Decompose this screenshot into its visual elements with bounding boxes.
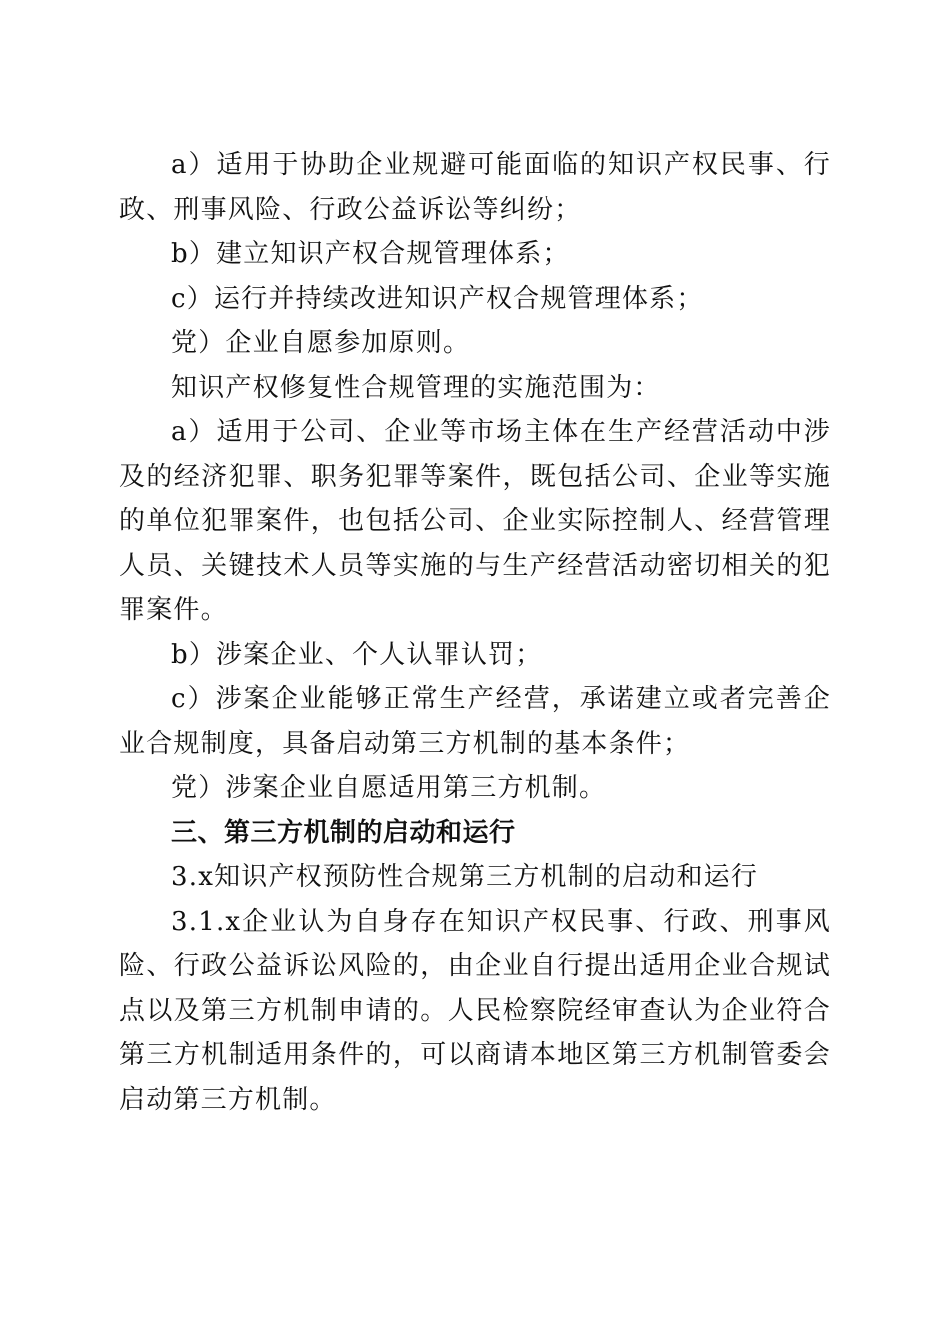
paragraph-remedial-scope-intro: 知识产权修复性合规管理的实施范围为： [171, 372, 661, 403]
paragraph-remedial-a: a）适用于公司、企业等市场主体在生产经营活动中涉及的经济犯罪、职务犯罪等案件，既包括公司、企业等实施的单位犯罪案件，也包括公司、企业实际控制人、经营管理人员、关键技术人员等实施的与生产经营活动密切相关的犯罪案件。 [119, 417, 831, 625]
paragraph-remedial-b: b）涉案企业、个人认罪认罚； [171, 639, 543, 670]
paragraph-scope-b: b）建立知识产权合规管理体系； [171, 239, 570, 269]
section-heading-3: 三、第三方机制的启动和运行 [171, 817, 516, 848]
document-body [119, 143, 831, 1122]
paragraph-remedial-c: c）涉案企业能够正常生产经营，承诺建立或者完善企业合规制度，具备启动第三方机制的基本条件； [119, 684, 831, 759]
paragraph-3-1-x: 3.1.x企业认为自身存在知识产权民事、行政、刑事风险、行政公益诉讼风险的，由企业自行提出适用企业合规试点以及第三方机制申请的。人民检察院经审查认为企业符合第三方机制适用条件的，可以商请本地区第三方机制管委会启动第三方机制。 [119, 906, 831, 1115]
subheading-3-x: 3.x知识产权预防性合规第三方机制的启动和运行 [171, 862, 759, 892]
paragraph-scope-a: a）适用于协助企业规避可能面临的知识产权民事、行政、刑事风险、行政公益诉讼等纠纷； [119, 150, 831, 225]
paragraph-remedial-d: 党）涉案企业自愿适用第三方机制。 [171, 773, 607, 803]
paragraph-scope-d: 党）企业自愿参加原则。 [171, 328, 471, 358]
paragraph-scope-c: c）运行并持续改进知识产权合规管理体系； [171, 283, 704, 314]
